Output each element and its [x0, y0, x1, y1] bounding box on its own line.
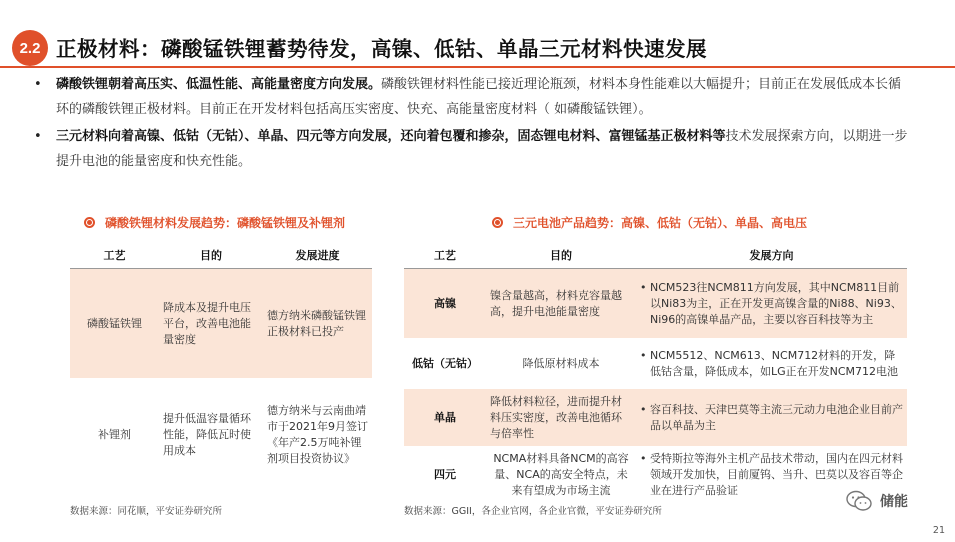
right-section-title: [492, 212, 807, 232]
table-row: [70, 379, 372, 491]
table-row: [70, 269, 372, 379]
bullet-lfp-text: 磷酸铁锂材料性能已接近理论瓶颈，材料本身性能难以大幅提升；目前正在发展低成本长循环的磷酸铁锂正极材料。目前正在开发材料包括高压实密度、快充、高能量密度材料（ 如磷酸锰铁锂）。: [56, 77, 902, 117]
bullet-dot-icon: •: [640, 280, 647, 294]
row-direction-text: NCM5512、NCM613、NCM712材料的开发，降低钴含量，降低成本，如LG正在开发NCM712电池: [650, 348, 899, 378]
left-section-title: [84, 212, 345, 232]
row-direction: [636, 269, 907, 339]
row-purpose: 提升低温容量循环性能，降低瓦时使用成本: [159, 379, 263, 491]
row-name: 四元: [404, 447, 486, 504]
ternary-table: [404, 242, 907, 504]
bullet-lfp: [34, 72, 914, 122]
bullet-dot-icon: •: [640, 402, 647, 416]
bullet-ternary: [34, 124, 914, 174]
radio-icon: [492, 217, 503, 228]
title-divider: [0, 66, 955, 68]
header: [0, 22, 955, 66]
summary-bullets: [34, 72, 914, 174]
table-header-row: [70, 242, 372, 269]
bullet-lfp-bold: 磷酸铁锂朝着高压实、低温性能、高能量密度方向发展。: [56, 77, 382, 92]
header-process: 工艺: [404, 242, 486, 269]
row-progress: 德方纳米磷酸锰铁锂正极材料已投产: [263, 269, 372, 379]
row-purpose: 降成本及提升电压平台，改善电池能量密度: [159, 269, 263, 379]
table-row: [404, 447, 907, 504]
row-direction: [636, 339, 907, 389]
bullet-ternary-bold: 三元材料向着高镍、低钴（无钴）、单晶、四元等方向发展，还向着包覆和掺杂，固态锂电材料、富锂锰基正极材料等: [56, 129, 726, 144]
table-header-row: [404, 242, 907, 269]
header-direction: 发展方向: [636, 242, 907, 269]
header-process: 工艺: [70, 242, 159, 269]
left-source-note: 数据来源：同花顺，平安证券研究所: [70, 506, 223, 517]
bullet-ternary-text: 技术发展探索方向，以期进一步提升电池的能量密度和快充性能。: [56, 129, 908, 169]
wechat-icon: [846, 490, 872, 512]
row-name: 磷酸锰铁锂: [70, 269, 159, 379]
row-purpose: 降低原材料成本: [486, 339, 636, 389]
table-row: [404, 269, 907, 339]
row-direction-text: 容百科技、天津巴莫等主流三元动力电池企业目前产品以单晶为主: [650, 402, 903, 432]
row-direction-text: NCM523往NCM811方向发展，其中NCM811目前以Ni83为主，正在开发更高镍含量的Ni88、Ni93、Ni96的高镍单晶产品，主要以容百科技等为主: [650, 280, 902, 326]
watermark-text: 储能: [880, 494, 908, 510]
table-row: [404, 339, 907, 389]
bullet-dot-icon: •: [640, 452, 647, 465]
row-name: 低钴（无钴）: [404, 339, 486, 389]
radio-icon: [84, 217, 95, 228]
row-purpose: NCMA材料具备NCM的高容量、NCA的高安全特点，未来有望成为市场主流: [486, 447, 636, 504]
row-purpose: 降低材料粒径，进而提升材料压实密度，改善电池循环与倍率性: [486, 389, 636, 447]
section-badge: 2.2: [12, 30, 48, 66]
row-progress: 德方纳米与云南曲靖市于2021年9月签订《年产2.5万吨补锂剂项目投资协议》: [263, 379, 372, 491]
right-section-title-text: 三元电池产品趋势：高镍、低钴（无钴）、单晶、高电压: [513, 215, 808, 230]
table-row: [404, 389, 907, 447]
row-direction-text: 受特斯拉等海外主机产品技术带动，国内在四元材料领域开发加快，目前厦钨、当升、巴莫以及容百等企业在进行产品验证: [650, 452, 903, 497]
page-title: 正极材料：磷酸锰铁锂蓄势待发，高镍、低钴、单晶三元材料快速发展: [56, 37, 707, 61]
row-name: 单晶: [404, 389, 486, 447]
page-number: 21: [932, 525, 945, 536]
header-purpose: 目的: [159, 242, 263, 269]
row-name: 高镍: [404, 269, 486, 339]
bullet-dot-icon: •: [34, 129, 42, 144]
lfp-table: [70, 242, 372, 491]
row-direction: [636, 389, 907, 447]
header-purpose: 目的: [486, 242, 636, 269]
bullet-dot-icon: •: [34, 77, 42, 92]
left-section-title-text: 磷酸铁锂材料发展趋势：磷酸锰铁锂及补锂剂: [105, 215, 346, 230]
row-name: 补锂剂: [70, 379, 159, 491]
row-purpose: 镍含量越高，材料克容量越高，提升电池能量密度: [486, 269, 636, 339]
watermark-logo: [846, 488, 908, 514]
right-source-note: 数据来源：GGII，各企业官网，各企业官微，平安证券研究所: [404, 506, 662, 517]
bullet-dot-icon: •: [640, 348, 647, 362]
header-progress: 发展进度: [263, 242, 372, 269]
